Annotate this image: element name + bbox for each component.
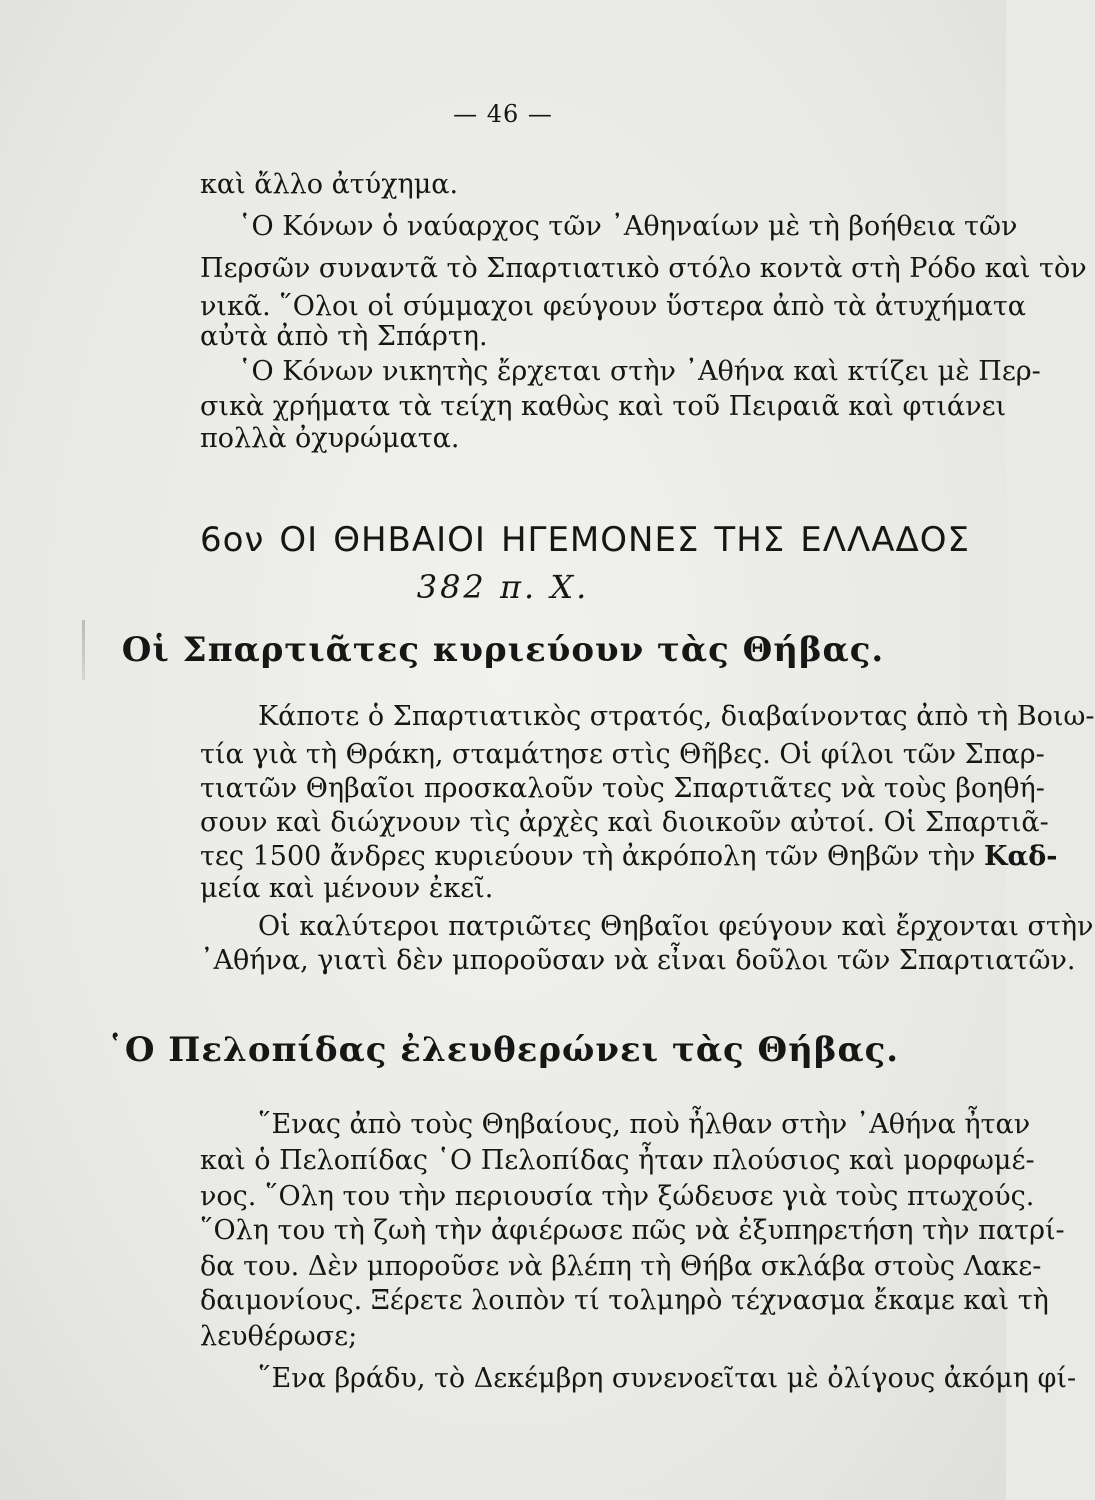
text-line: ῞Ενας ἀπὸ τοὺς Θηβαίους, ποὺ ἦλθαν στὴν ᾿Αθήνα ἦταν [258,1109,1031,1140]
text-line: λευθέρωσε; [200,1321,358,1352]
text-line: μεία καὶ μένουν ἐκεῖ. [200,873,494,904]
text-line: σουν καὶ διώχνουν τὶς ἀρχὲς καὶ διοικοῦν αὐτοί. Οἱ Σπαρτιᾶ- [200,807,1049,838]
text-line: αὐτὰ ἀπὸ τὴ Σπάρτη. [200,321,488,352]
text-line: νικᾶ. ῞Ολοι οἱ σύμμαχοι φεύγουν ὕστερα ἀπὸ τὰ ἀτυχήματα [200,291,1027,322]
text-line: σικὰ χρήματα τὰ τείχη καθὼς καὶ τοῦ Πειραιᾶ καὶ φτιάνει [200,391,1007,422]
text-line: νος. ῞Ολη του τὴν περιουσία τὴν ξώδευσε γιὰ τοὺς πτωχούς. [200,1181,1035,1212]
text-line: ᾿Αθήνα, γιατὶ δὲν μποροῦσαν νὰ εἶναι δοῦλοι τῶν Σπαρτιατῶν. [200,945,1076,976]
text-line: ῾Ο Κόνων ὁ ναύαρχος τῶν ᾿Αθηναίων μὲ τὴ βοήθεια τῶν [238,211,1018,242]
subheading: Οἱ Σπαρτιᾶτες κυριεύουν τὰς Θήβας. [121,630,885,670]
text-line: Περσῶν συναντᾶ τὸ Σπαρτιατικὸ στόλο κοντὰ στὴ Ρόδο καὶ τὸν [200,253,1087,284]
subheading: ῾Ο Πελοπίδας ἐλευθερώνει τὰς Θήβας. [106,1030,900,1070]
text-fragment: τες 1500 ἄνδρες κυριεύουν τὴ ἀκρόπολη τῶν Θηβῶν τὴν [200,841,976,872]
text-line: καὶ ἄλλο ἀτύχημα. [200,169,459,200]
text-line: δαιμονίους. Ξέρετε λοιπὸν τί τολμηρὸ τέχνασμα ἔκαμε καὶ τὴ [200,1285,1049,1316]
text-line: ῾Ο Κόνων νικητὴς ἔρχεται στὴν ᾿Αθήνα καὶ κτίζει μὲ Περ- [238,356,1041,387]
section-heading: 6ον ΟΙ ΘΗΒΑΙΟΙ ΗΓΕΜΟΝΕΣ ΤΗΣ ΕΛΛΑΔΟΣ [200,520,970,560]
section-date: 382 π. Χ. [416,568,590,606]
text-line: ῞Ενα βράδυ, τὸ Δεκέμβρη συνενοεῖται μὲ ὀλίγους ἀκόμη φί- [258,1363,1077,1394]
bold-word: Καδ- [984,841,1058,872]
text-line: καὶ ὁ Πελοπίδας ῾Ο Πελοπίδας ἦταν πλούσιος καὶ μορφωμέ- [200,1145,1035,1176]
text-line: ῞Ολη του τὴ ζωὴ τὴν ἀφιέρωσε πῶς νὰ ἐξυπηρετήση τὴν πατρί- [200,1215,1065,1246]
text-line: τιατῶν Θηβαῖοι προσκαλοῦν τοὺς Σπαρτιᾶτες νὰ τοὺς βοηθή- [200,773,1045,804]
page-number: — 46 — [453,100,553,128]
margin-mark [82,620,85,680]
text-line: δα του. Δὲν μποροῦσε νὰ βλέπη τὴ Θήβα σκλάβα στοὺς Λακε- [200,1251,1042,1282]
text-line-with-bold [200,840,1058,874]
text-line: πολλὰ ὀχυρώματα. [200,423,460,454]
text-line: Κάποτε ὁ Σπαρτιατικὸς στρατός, διαβαίνοντας ἀπὸ τὴ Βοιω- [258,701,1095,732]
text-line: τία γιὰ τὴ Θράκη, σταμάτησε στὶς Θῆβες. Οἱ φίλοι τῶν Σπαρ- [200,739,1045,770]
text-line: Οἱ καλύτεροι πατριῶτες Θηβαῖοι φεύγουν καὶ ἔρχονται στὴν [258,911,1094,942]
